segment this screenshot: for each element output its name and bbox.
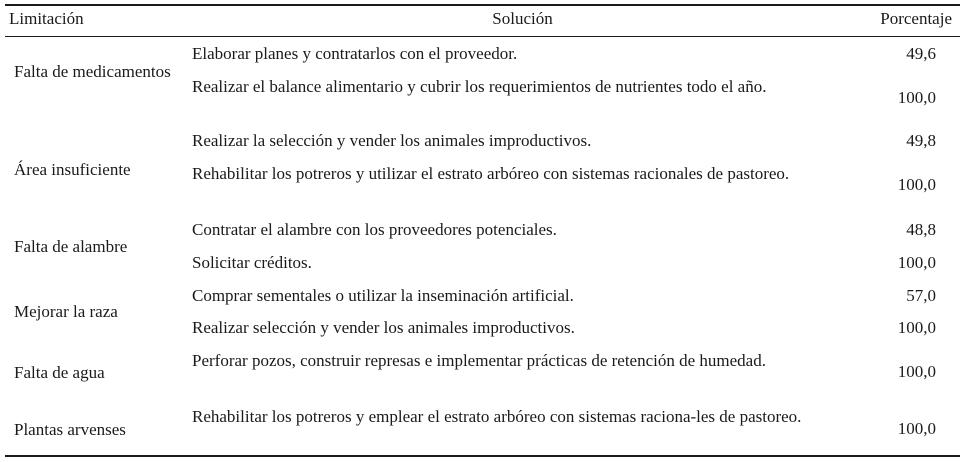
solution-cell: Realizar el balance alimentario y cubrir los requerimientos de nutrientes todo el año.: [192, 77, 767, 96]
limitation-label: Falta de medicamentos: [14, 62, 171, 81]
percent-cell: 57,0: [906, 286, 936, 305]
solution-cell: Rehabilitar los potreros y emplear el estrato arbóreo con sistemas raciona-les de pastoreo.: [192, 407, 802, 426]
limitation-label: Área insuficiente: [14, 160, 131, 179]
solution-cell: Realizar la selección y vender los animales improductivos.: [192, 131, 592, 150]
header-limitacion: Limitación: [9, 9, 84, 28]
percent-cell: 48,8: [906, 220, 936, 239]
solution-cell: Solicitar créditos.: [192, 253, 312, 272]
percent-cell: 49,8: [906, 131, 936, 150]
solution-cell: Elaborar planes y contratarlos con el proveedor.: [192, 44, 518, 63]
percent-cell: 100,0: [897, 175, 936, 194]
solution-cell: Perforar pozos, construir represas e implementar prácticas de retención de humedad.: [192, 351, 766, 370]
limitation-label: Falta de agua: [14, 363, 105, 382]
percent-cell: 100,0: [897, 318, 936, 337]
limitation-label: Falta de alambre: [14, 237, 128, 256]
table-bottom-rule: [5, 455, 960, 457]
solution-cell: Rehabilitar los potreros y utilizar el estrato arbóreo con sistemas racionales de pastoreo.: [192, 164, 790, 183]
header-rule: [5, 36, 960, 37]
solution-cell: Contratar el alambre con los proveedores potenciales.: [192, 220, 557, 239]
percent-cell: 100,0: [897, 88, 936, 107]
solution-cell: Realizar selección y vender los animales improductivos.: [192, 318, 575, 337]
percent-cell: 100,0: [897, 419, 936, 438]
limitation-label: Plantas arvenses: [14, 420, 126, 439]
header-solucion: Solución: [492, 9, 553, 28]
table-top-rule: [5, 4, 960, 6]
percent-cell: 100,0: [897, 362, 936, 381]
solution-cell: Comprar sementales o utilizar la inseminación artificial.: [192, 286, 574, 305]
limitation-label: Mejorar la raza: [14, 302, 118, 321]
percent-cell: 100,0: [897, 253, 936, 272]
header-porcentaje: Porcentaje: [880, 9, 952, 28]
percent-cell: 49,6: [906, 44, 936, 63]
